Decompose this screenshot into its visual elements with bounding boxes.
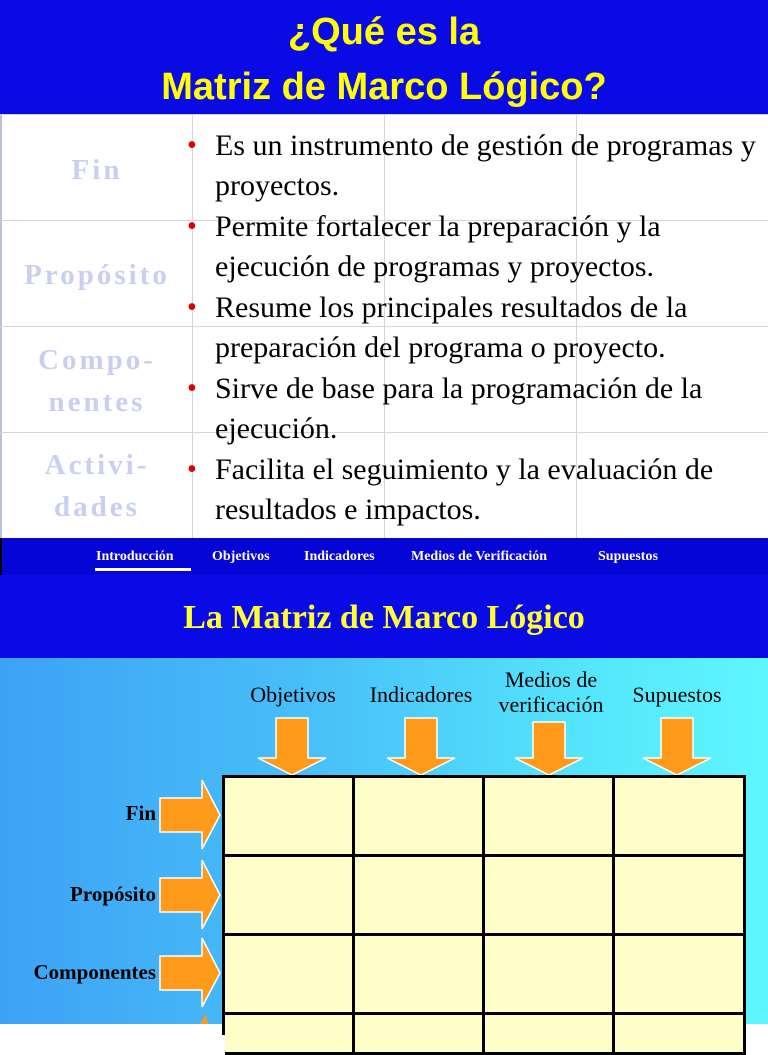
matrix-cell bbox=[485, 1015, 615, 1055]
bullet-text: Facilita el seguimiento y la evaluación de resultados e impactos. bbox=[215, 453, 714, 526]
nav-link-supuestos[interactable]: Supuestos bbox=[598, 549, 658, 564]
grid-divider bbox=[0, 114, 768, 115]
bullet-text: Es un instrumento de gestión de programas y proyectos. bbox=[215, 129, 756, 202]
slide1-background-grid bbox=[0, 114, 768, 538]
column-header-medios-de-verificacion: Medios de verificación bbox=[498, 667, 604, 717]
bullet-dot-icon: • bbox=[187, 130, 197, 161]
down-arrow-icon bbox=[256, 718, 328, 776]
matrix-cell bbox=[355, 778, 485, 857]
slide2-title: La Matriz de Marco Lógico bbox=[183, 599, 585, 636]
column-header-indicadores: Indicadores bbox=[369, 682, 473, 707]
matrix-cell bbox=[615, 857, 746, 936]
matrix-cell bbox=[225, 857, 355, 936]
matrix-cell bbox=[355, 936, 485, 1015]
nav-link-indicadores[interactable]: Indicadores bbox=[304, 549, 375, 564]
bullet-text: Sirve de base para la programación de la ejecución. bbox=[215, 372, 703, 445]
row-header-componentes: Componentes bbox=[33, 960, 156, 984]
slide1-title-line-2: Matriz de Marco Lógico? bbox=[161, 66, 607, 108]
bullet-dot-icon: • bbox=[187, 454, 197, 485]
nav-link-objetivos[interactable]: Objetivos bbox=[212, 549, 270, 564]
bullet-item bbox=[180, 369, 760, 449]
column-header-objetivos: Objetivos bbox=[250, 682, 336, 707]
bullet-text: Permite fortalecer la preparación y la ejecución de programas y proyectos. bbox=[215, 210, 661, 283]
bullet-list bbox=[180, 126, 760, 531]
bullet-text: Resume los principales resultados de la preparación del programa o proyecto. bbox=[215, 291, 688, 364]
bullet-item bbox=[180, 207, 760, 287]
logframe-matrix bbox=[222, 775, 746, 1035]
ghost-label-proposito: Propósito bbox=[24, 259, 170, 291]
matrix-cell bbox=[615, 936, 746, 1015]
matrix-cell bbox=[485, 936, 615, 1015]
matrix-cell bbox=[225, 936, 355, 1015]
matrix-cell bbox=[225, 778, 355, 857]
nav-link-medios-de-verificacion[interactable]: Medios de Verificación bbox=[411, 549, 548, 564]
bullet-item bbox=[180, 126, 760, 206]
matrix-cell bbox=[485, 857, 615, 936]
row-header-proposito: Propósito bbox=[70, 882, 156, 906]
column-header-supuestos: Supuestos bbox=[632, 682, 722, 707]
matrix-cell bbox=[615, 1015, 746, 1055]
right-arrow-icon bbox=[160, 860, 222, 930]
right-arrow-icon bbox=[160, 938, 222, 1008]
bullet-dot-icon: • bbox=[187, 373, 197, 404]
matrix-cell bbox=[485, 778, 615, 857]
down-arrow-icon bbox=[385, 718, 457, 776]
right-arrow-icon bbox=[160, 780, 222, 850]
bullet-item bbox=[180, 288, 760, 368]
nav-active-underline bbox=[95, 568, 191, 571]
right-arrow-icon bbox=[200, 1014, 222, 1024]
down-arrow-icon bbox=[641, 718, 713, 776]
matrix-cell bbox=[355, 857, 485, 936]
matrix-cell bbox=[225, 1015, 355, 1055]
matrix-cell bbox=[355, 1015, 485, 1055]
ghost-label-actividades: Activi- dades bbox=[44, 449, 150, 523]
matrix-cell bbox=[615, 778, 746, 857]
bullet-dot-icon: • bbox=[187, 292, 197, 323]
nav-left-edge bbox=[0, 538, 2, 575]
ghost-label-fin: Fin bbox=[71, 154, 123, 186]
slide1-title-line-1: ¿Qué es la bbox=[287, 11, 481, 53]
bullet-item bbox=[180, 450, 760, 530]
bullet-dot-icon: • bbox=[187, 211, 197, 242]
nav-link-introduccion[interactable]: Introducción bbox=[96, 549, 174, 564]
row-header-fin: Fin bbox=[125, 801, 156, 825]
down-arrow-icon bbox=[513, 722, 585, 776]
ghost-label-componentes: Compo- nentes bbox=[38, 344, 156, 418]
